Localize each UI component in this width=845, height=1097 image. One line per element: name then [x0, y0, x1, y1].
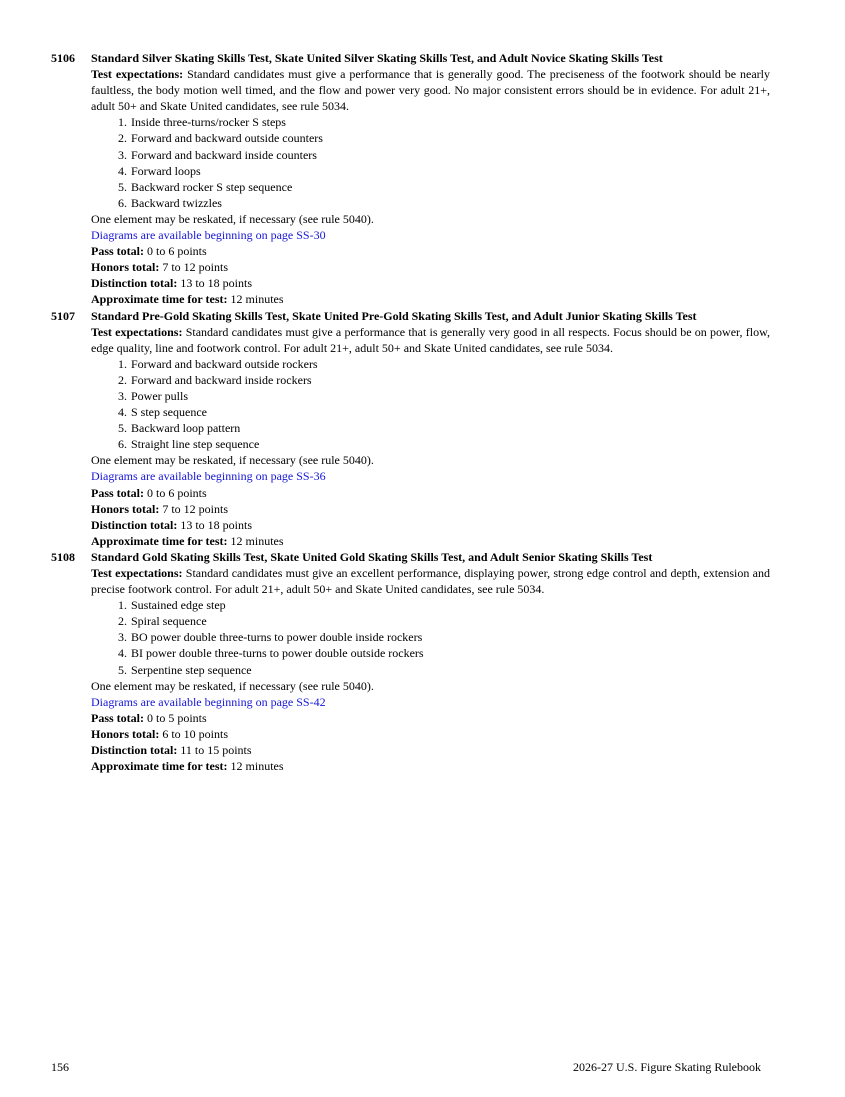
- reskate-note: One element may be reskated, if necessary (see rule 5040).: [91, 678, 374, 693]
- diagrams-link[interactable]: Diagrams are available beginning on page SS-36: [91, 469, 326, 484]
- item-number: 2.: [118, 131, 127, 146]
- element-list: [91, 114, 770, 211]
- list-item: [118, 179, 770, 195]
- rulebook-content: [51, 50, 770, 774]
- item-number: 2.: [118, 614, 127, 629]
- item-number: 4.: [118, 405, 127, 420]
- element-list: [91, 597, 770, 677]
- rule-5108: [51, 549, 770, 774]
- item-number: 1.: [118, 356, 127, 371]
- item-text: Inside three-turns/rocker S steps: [131, 115, 286, 130]
- item-text: BI power double three-turns to power double outside rockers: [131, 646, 424, 661]
- rule-5106: [51, 50, 770, 308]
- list-item: [118, 388, 770, 404]
- list-item: [118, 597, 770, 613]
- honors-value: 7 to 12 points: [162, 501, 228, 516]
- item-number: 3.: [118, 147, 127, 162]
- distinction-label: Distinction total:: [91, 276, 178, 291]
- element-list: [91, 356, 770, 453]
- expectations-text: Standard candidates must give a performance that is generally good. The preciseness of the footwork should be nearly faultless, the body motion well timed, and the flow and power very good. No major consistent errors should be in evidence. For adult 21+, adult 50+ and Skate United candidates, see rule 5034.: [91, 67, 771, 114]
- item-number: 3.: [118, 388, 127, 403]
- item-text: Backward rocker S step sequence: [131, 179, 293, 194]
- pass-label: Pass total:: [91, 244, 144, 259]
- item-text: Forward and backward outside rockers: [131, 356, 318, 371]
- item-text: BO power double three-turns to power double inside rockers: [131, 630, 423, 645]
- item-number: 4.: [118, 646, 127, 661]
- page-number: 156: [51, 1060, 69, 1074]
- rule-5107: [51, 308, 770, 549]
- item-number: 6.: [118, 195, 127, 210]
- distinction-value: 11 to 15 points: [180, 743, 252, 758]
- expectations-text: Standard candidates must give a performance that is generally very good in all respects. Focus should be on power, flow, edge quality, line and footwork control. For adult 21+, adult 50+ and Skate United candidates, see rule 5034.: [91, 324, 770, 355]
- rulebook-title: 2026-27 U.S. Figure Skating Rulebook: [573, 1060, 761, 1074]
- item-text: Backward twizzles: [131, 195, 222, 210]
- distinction-total: [91, 517, 770, 533]
- list-item: [118, 114, 770, 130]
- time-label: Approximate time for test:: [91, 292, 228, 307]
- item-number: 1.: [118, 115, 127, 130]
- item-text: Forward and backward inside counters: [131, 147, 317, 162]
- item-number: 5.: [118, 662, 127, 677]
- item-text: Serpentine step sequence: [131, 662, 252, 677]
- expectations-label: Test expectations:: [91, 566, 183, 580]
- item-text: Forward and backward outside counters: [131, 131, 323, 146]
- pass-value: 0 to 6 points: [147, 244, 207, 259]
- list-item: [118, 662, 770, 678]
- expectations-text: Standard candidates must give an excellent performance, displaying power, strong edge control and depth, extension and precise footwork control. For adult 21+, adult 50+ and Skate United candidates, see rule 5034.: [91, 566, 770, 597]
- time-value: 12 minutes: [230, 292, 284, 307]
- item-text: Straight line step sequence: [131, 437, 260, 452]
- distinction-total: [91, 275, 770, 291]
- pass-label: Pass total:: [91, 710, 144, 725]
- distinction-label: Distinction total:: [91, 743, 178, 758]
- list-item: [118, 130, 770, 146]
- time-value: 12 minutes: [230, 533, 284, 548]
- test-expectations: [91, 66, 770, 114]
- expectations-label: Test expectations:: [91, 67, 184, 82]
- honors-total: [91, 501, 770, 517]
- item-text: S step sequence: [131, 405, 207, 420]
- honors-label: Honors total:: [91, 726, 160, 741]
- list-item: [118, 645, 770, 661]
- rule-title: Standard Pre-Gold Skating Skills Test, Skate United Pre-Gold Skating Skills Test, and Adult Junior Skating Skills Test: [91, 308, 697, 323]
- item-text: Forward loops: [131, 163, 201, 178]
- list-item: [118, 613, 770, 629]
- honors-total: [91, 259, 770, 275]
- item-text: Power pulls: [131, 388, 188, 403]
- honors-label: Honors total:: [91, 260, 160, 275]
- item-number: 3.: [118, 630, 127, 645]
- test-expectations: [91, 565, 770, 597]
- distinction-label: Distinction total:: [91, 517, 178, 532]
- pass-total: [91, 243, 770, 259]
- diagrams-link[interactable]: Diagrams are available beginning on page SS-30: [91, 228, 326, 243]
- item-number: 1.: [118, 598, 127, 613]
- reskate-note: One element may be reskated, if necessary (see rule 5040).: [91, 211, 374, 226]
- list-item: [118, 195, 770, 211]
- honors-total: [91, 726, 770, 742]
- expectations-label: Test expectations:: [91, 324, 183, 339]
- reskate-note: One element may be reskated, if necessary (see rule 5040).: [91, 453, 374, 468]
- item-text: Backward loop pattern: [131, 421, 241, 436]
- list-item: [118, 404, 770, 420]
- time-label: Approximate time for test:: [91, 533, 228, 548]
- item-text: Sustained edge step: [131, 598, 226, 613]
- list-item: [118, 147, 770, 163]
- pass-value: 0 to 6 points: [147, 485, 207, 500]
- rule-number: 5106: [51, 51, 75, 65]
- item-text: Spiral sequence: [131, 614, 207, 629]
- item-text: Forward and backward inside rockers: [131, 372, 312, 387]
- list-item: [118, 356, 770, 372]
- pass-total: [91, 710, 770, 726]
- pass-value: 0 to 5 points: [147, 710, 207, 725]
- approximate-time: [91, 758, 770, 774]
- approximate-time: [91, 533, 770, 549]
- item-number: 2.: [118, 372, 127, 387]
- list-item: [118, 420, 770, 436]
- item-number: 5.: [118, 421, 127, 436]
- honors-value: 7 to 12 points: [162, 260, 228, 275]
- rule-title: Standard Silver Skating Skills Test, Skate United Silver Skating Skills Test, and Adult Novice Skating Skills Test: [91, 51, 663, 65]
- rule-title: Standard Gold Skating Skills Test, Skate United Gold Skating Skills Test, and Adult Senior Skating Skills Test: [91, 549, 653, 564]
- item-number: 5.: [118, 179, 127, 194]
- pass-label: Pass total:: [91, 485, 144, 500]
- distinction-value: 13 to 18 points: [180, 276, 252, 291]
- time-value: 12 minutes: [230, 759, 284, 774]
- list-item: [118, 372, 770, 388]
- diagrams-link[interactable]: Diagrams are available beginning on page SS-42: [91, 694, 326, 709]
- list-item: [118, 436, 770, 452]
- test-expectations: [91, 324, 770, 356]
- rule-number: 5108: [51, 549, 75, 564]
- pass-total: [91, 485, 770, 501]
- rule-number: 5107: [51, 308, 75, 323]
- distinction-total: [91, 742, 770, 758]
- list-item: [118, 163, 770, 179]
- time-label: Approximate time for test:: [91, 759, 228, 774]
- list-item: [118, 629, 770, 645]
- honors-label: Honors total:: [91, 501, 160, 516]
- item-number: 6.: [118, 437, 127, 452]
- approximate-time: [91, 291, 770, 307]
- distinction-value: 13 to 18 points: [180, 517, 252, 532]
- item-number: 4.: [118, 163, 127, 178]
- honors-value: 6 to 10 points: [162, 726, 228, 741]
